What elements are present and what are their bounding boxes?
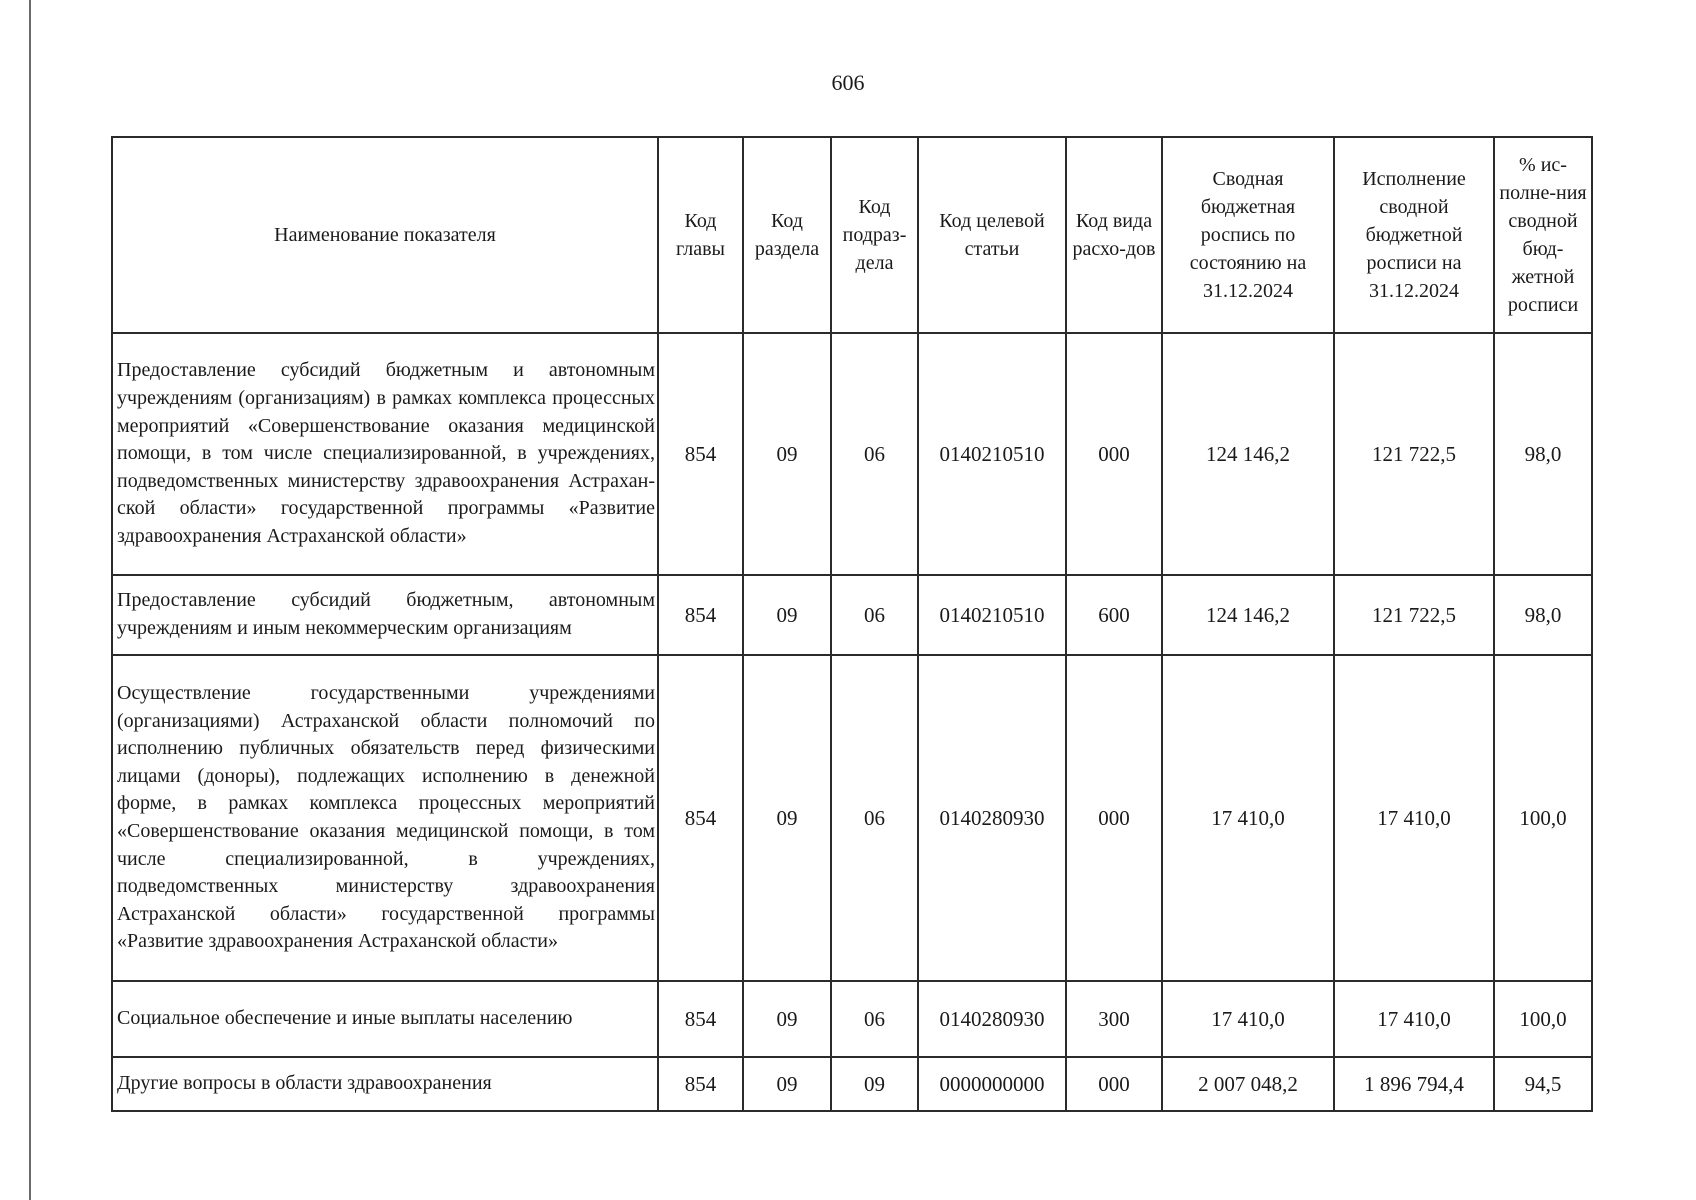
row-expense-type-code: 000 — [1066, 333, 1162, 575]
row-budget-list: 124 146,2 — [1162, 575, 1334, 655]
header-budget-list: Сводная бюджетная роспись по состоянию на 31.12.2024 — [1162, 137, 1334, 333]
row-subsection-code: 06 — [831, 575, 918, 655]
header-section-code: Код раздела — [743, 137, 831, 333]
row-name: Другие вопросы в области здравоохранения — [112, 1057, 658, 1111]
header-target-article-code: Код целевой статьи — [918, 137, 1066, 333]
row-chapter-code: 854 — [658, 575, 743, 655]
header-subsection-code: Код подраз-дела — [831, 137, 918, 333]
row-chapter-code: 854 — [658, 1057, 743, 1111]
row-subsection-code: 06 — [831, 333, 918, 575]
row-percent: 98,0 — [1494, 575, 1592, 655]
row-section-code: 09 — [743, 575, 831, 655]
table-row — [112, 655, 1592, 981]
row-expense-type-code: 000 — [1066, 1057, 1162, 1111]
row-budget-list: 124 146,2 — [1162, 333, 1334, 575]
row-percent: 100,0 — [1494, 655, 1592, 981]
row-target-article-code: 0140280930 — [918, 655, 1066, 981]
page-number: 606 — [831, 70, 865, 95]
header-name: Наименование показателя — [112, 137, 658, 333]
row-expense-type-code: 600 — [1066, 575, 1162, 655]
row-subsection-code: 06 — [831, 981, 918, 1057]
table-row — [112, 981, 1592, 1057]
table-header-row — [112, 137, 1592, 333]
row-section-code: 09 — [743, 981, 831, 1057]
row-chapter-code: 854 — [658, 333, 743, 575]
row-subsection-code: 06 — [831, 655, 918, 981]
row-section-code: 09 — [743, 333, 831, 575]
row-section-code: 09 — [743, 1057, 831, 1111]
row-target-article-code: 0000000000 — [918, 1057, 1066, 1111]
header-chapter-code: Код главы — [658, 137, 743, 333]
row-subsection-code: 09 — [831, 1057, 918, 1111]
row-chapter-code: 854 — [658, 655, 743, 981]
row-name: Социальное обеспечение и иные выплаты населению — [112, 981, 658, 1057]
row-execution: 121 722,5 — [1334, 333, 1494, 575]
row-name: Осуществление государственными учреждениями (организациями) Астраханской области полномочий по исполнению публичных обязательств перед физическими лицами (доноры), подлежащих исполнению в денежной форме, в рамках комплекса процессных мероприятий «Совершенствование оказания медицинской помощи, в том числе специализированной, в учреждениях, подведомственных министерству здравоохранения Астраханской области» государственной программы «Развитие здравоохранения Астраханской области» — [112, 655, 658, 981]
table-row — [112, 575, 1592, 655]
row-execution: 1 896 794,4 — [1334, 1057, 1494, 1111]
row-name: Предоставление субсидий бюджетным, автономным учреждениям и иным некоммерческим организациям — [112, 575, 658, 655]
row-percent: 94,5 — [1494, 1057, 1592, 1111]
table-row — [112, 1057, 1592, 1111]
header-percent: % ис-полне-ния сводной бюд-жетной росписи — [1494, 137, 1592, 333]
row-section-code: 09 — [743, 655, 831, 981]
row-target-article-code: 0140210510 — [918, 575, 1066, 655]
budget-execution-table — [111, 136, 1593, 1112]
page-binding-line — [29, 0, 31, 1200]
header-execution: Исполнение сводной бюджетной росписи на 31.12.2024 — [1334, 137, 1494, 333]
row-budget-list: 17 410,0 — [1162, 981, 1334, 1057]
table-row — [112, 333, 1592, 575]
row-percent: 100,0 — [1494, 981, 1592, 1057]
row-target-article-code: 0140210510 — [918, 333, 1066, 575]
row-execution: 17 410,0 — [1334, 655, 1494, 981]
row-budget-list: 2 007 048,2 — [1162, 1057, 1334, 1111]
header-expense-type-code: Код вида расхо-дов — [1066, 137, 1162, 333]
row-execution: 121 722,5 — [1334, 575, 1494, 655]
row-target-article-code: 0140280930 — [918, 981, 1066, 1057]
row-budget-list: 17 410,0 — [1162, 655, 1334, 981]
row-percent: 98,0 — [1494, 333, 1592, 575]
row-expense-type-code: 300 — [1066, 981, 1162, 1057]
row-chapter-code: 854 — [658, 981, 743, 1057]
row-name: Предоставление субсидий бюджетным и автономным учреждениям (организациям) в рамках комплекса процессных мероприятий «Совершенствование оказания медицинской помощи, в том числе специализированной, в учреждениях, подведомственных министерству здравоохранения Астраханской области» государственной программы «Развитие здравоохранения Астраханской области» — [112, 333, 658, 575]
row-execution: 17 410,0 — [1334, 981, 1494, 1057]
row-expense-type-code: 000 — [1066, 655, 1162, 981]
